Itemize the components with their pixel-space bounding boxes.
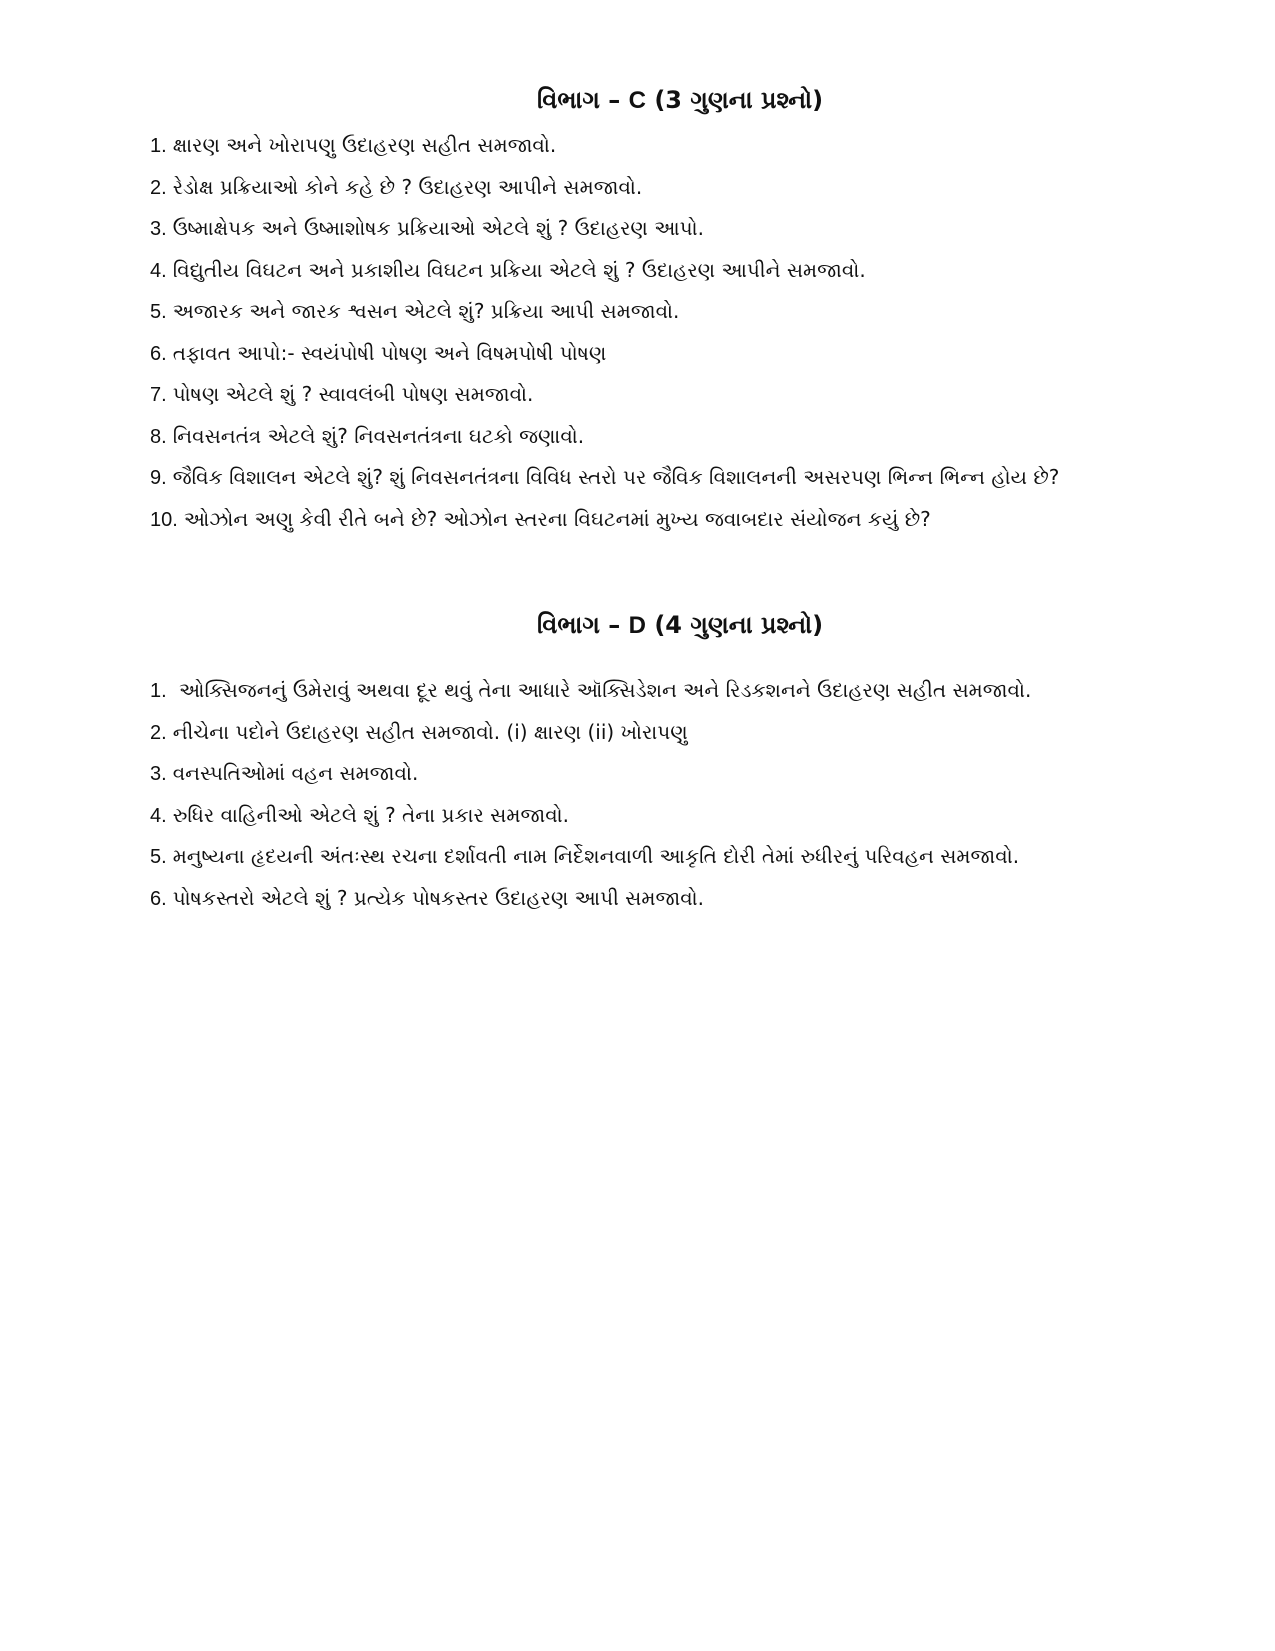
question-item xyxy=(150,878,1210,920)
question-item xyxy=(150,836,1210,878)
question-text: જૈવિક વિશાલન એટલે શું? શું નિવસનતંત્રના વિવિધ સ્તરો પર જૈવિક વિશાલનની અસરપણ ભિન્ન ભિન્ન હોય છે? xyxy=(172,465,1060,489)
section-c-heading-prefix: વિભાગ – xyxy=(536,86,629,114)
question-item xyxy=(150,291,1210,333)
question-item xyxy=(150,712,1210,754)
section-c-heading-suffix: (3 ગુણના પ્રશ્નો) xyxy=(645,86,824,114)
question-text: ઓક્સિજનનું ઉમેરાવું અથવા દૂર થવું તેના આધારે ઑક્સિડેશન અને રિડકશનને ઉદાહરણ સહીત સમજાવો. xyxy=(172,678,1032,702)
question-text: ક્ષારણ અને ખોરાપણુ ઉદાહરણ સહીત સમજાવો. xyxy=(172,133,557,157)
question-number: 6. xyxy=(150,887,167,910)
question-item xyxy=(150,753,1210,795)
question-number: 1. xyxy=(150,135,167,157)
question-text: મનુષ્યના હૃદયની અંતઃસ્થ રચના દર્શાવતી નામ નિર્દેશનવાળી આકૃતિ દોરી તેમાં રુધીરનું પરિવહન સમજાવો. xyxy=(172,844,1020,868)
section-d-question-list xyxy=(150,670,1210,919)
section-d-heading-suffix: (4 ગુણના પ્રશ્નો) xyxy=(645,611,824,639)
question-number: 7. xyxy=(150,384,167,406)
question-number: 5. xyxy=(150,846,167,868)
question-number: 1. xyxy=(150,680,167,702)
question-number: 9. xyxy=(150,467,167,489)
question-text: પોષકસ્તરો એટલે શું ? પ્રત્યેક પોષકસ્તર ઉદાહરણ આપી સમજાવો. xyxy=(172,885,705,910)
section-d-heading-letter: D xyxy=(628,612,646,639)
question-number: 10. xyxy=(150,508,178,531)
question-number: 8. xyxy=(150,425,167,448)
question-number: 4. xyxy=(150,804,167,827)
question-text: ઉષ્માક્ષેપક અને ઉષ્માશોષક પ્રક્રિયાઓ એટલે શું ? ઉદાહરણ આપો. xyxy=(172,216,704,240)
question-number: 4. xyxy=(150,259,167,282)
question-number: 2. xyxy=(150,721,167,744)
question-text: અજારક અને જારક શ્વસન એટલે શું? પ્રક્રિયા આપી સમજાવો. xyxy=(172,299,680,323)
question-text: વિદ્યુતીય વિઘટન અને પ્રકાશીય વિઘટન પ્રક્રિયા એટલે શું ? ઉદાહરણ આપીને સમજાવો. xyxy=(172,257,866,282)
question-text: નીચેના પદોને ઉદાહરણ સહીત સમજાવો. (i) ક્ષારણ (ii) ખોરાપણુ xyxy=(172,719,688,744)
question-item xyxy=(150,374,1210,416)
question-item xyxy=(150,670,1210,712)
question-item xyxy=(150,416,1210,458)
question-text: વનસ્પતિઓમાં વહન સમજાવો. xyxy=(172,761,419,785)
question-text: ઓઝોન અણુ કેવી રીતે બને છે? ઓઝોન સ્તરના વિઘટનમાં મુખ્ય જવાબદાર સંયોજન કયું છે? xyxy=(183,506,931,531)
question-item xyxy=(150,499,1210,541)
question-item xyxy=(150,795,1210,837)
question-item xyxy=(150,125,1210,167)
question-text: પોષણ એટલે શું ? સ્વાવલંબી પોષણ સમજાવો. xyxy=(172,382,534,406)
question-text: રુધિર વાહિનીઓ એટલે શું ? તેના પ્રકાર સમજાવો. xyxy=(172,802,570,827)
section-d-heading-prefix: વિભાગ – xyxy=(536,611,629,639)
question-item xyxy=(150,167,1210,209)
question-item xyxy=(150,457,1210,499)
question-number: 3. xyxy=(150,218,167,240)
question-number: 5. xyxy=(150,301,167,323)
section-d xyxy=(150,607,1210,919)
section-c xyxy=(150,82,1210,540)
question-item xyxy=(150,208,1210,250)
question-number: 6. xyxy=(150,342,167,365)
question-text: તફાવત આપો:- સ્વયંપોષી પોષણ અને વિષમપોષી પોષણ xyxy=(172,340,607,365)
question-number: 3. xyxy=(150,763,167,785)
section-c-heading-letter: C xyxy=(628,87,646,114)
section-d-heading xyxy=(150,607,1210,644)
question-text: નિવસનતંત્ર એટલે શું? નિવસનતંત્રના ઘટકો જણાવો. xyxy=(172,423,585,448)
question-item xyxy=(150,333,1210,375)
question-text: રેડોક્ષ પ્રક્રિયાઓ કોને કહે છે ? ઉદાહરણ આપીને સમજાવો. xyxy=(172,174,643,199)
question-item xyxy=(150,250,1210,292)
section-c-heading xyxy=(150,82,1210,119)
section-c-question-list xyxy=(150,125,1210,540)
question-number: 2. xyxy=(150,176,167,199)
